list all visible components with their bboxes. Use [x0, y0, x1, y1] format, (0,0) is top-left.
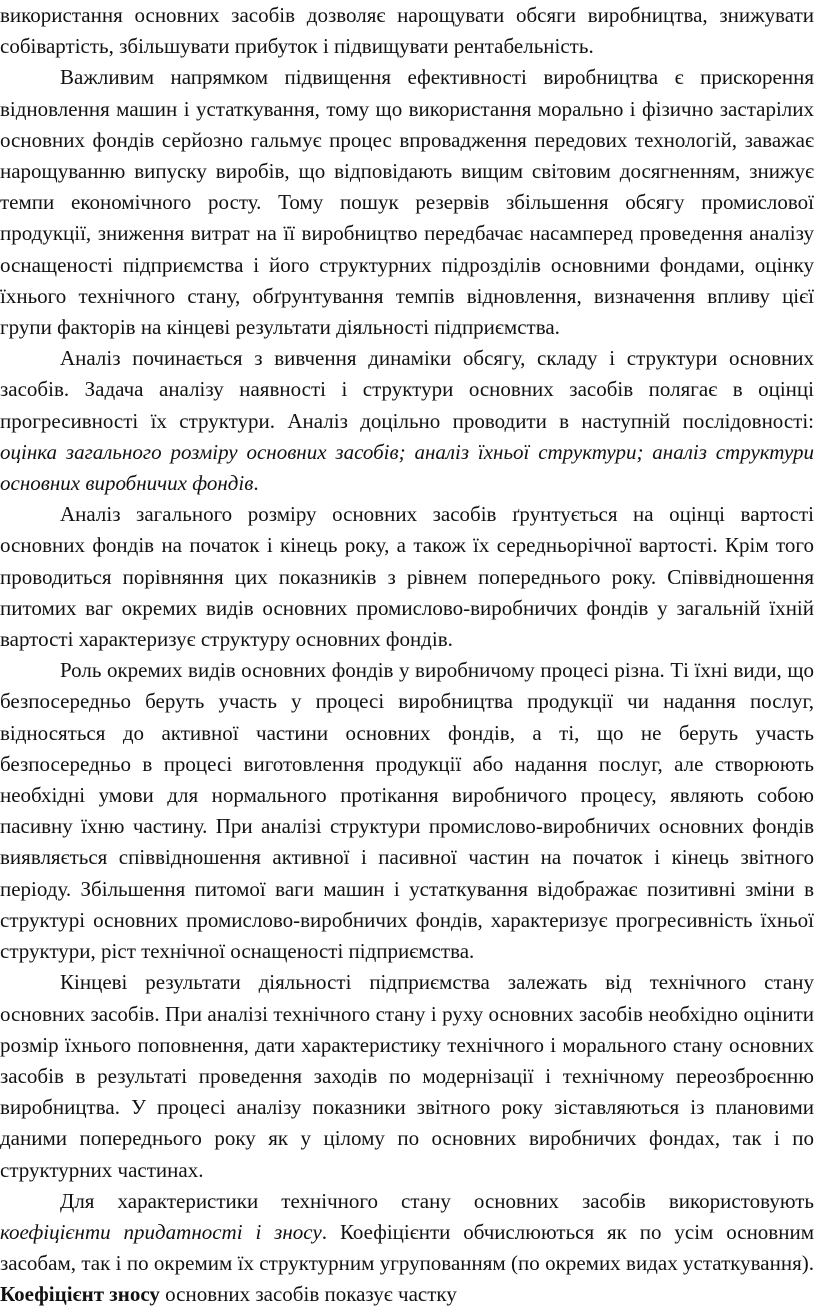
- text-run: .: [253, 471, 259, 496]
- text-run: Важливим напрямком підвищення ефективності виробництва є прискорення відновлення машин і устаткування, тому що використання морально і фізично застарілих основних фондів серйозно гальмує процес впровадження передових технологій, заважає нарощуванню випуску виробів, що відповідають вищим світовим досягненням, знижує темпи економічного росту. Тому пошук резервів збільшення обсягу промислової продукції, зниження витрат на її виробництво передбачає насамперед проведення аналізу оснащеності підприємства і його структурних підрозділів основними фондами, оцінку їхнього технічного стану, обґрунтування темпів відновлення, визначення впливу цієї групи факторів на кінцеві результати діяльності підприємства.: [0, 65, 814, 340]
- paragraph-4: [0, 655, 814, 967]
- bold-term: Коефіцієнт зносу: [0, 1282, 160, 1307]
- text-run: Кінцеві результати діяльності підприємства залежать від технічного стану основних засобів. При аналізі технічного стану і руху основних засобів необхідно оцінити розмір їхнього поповнення, дати характеристику технічного і морального стану основних засобів в результаті проведення заходів по модернізації і технічному переозброєнню виробництва. У процесі аналізу показники звітного року зіставляються із плановими даними попереднього року як у цілому по основних виробничих фондах, так і по структурних частинах.: [0, 970, 814, 1182]
- text-run: використання основних засобів дозволяє нарощувати обсяги виробництва, знижувати собівартість, збільшувати прибуток і підвищувати рентабельність.: [0, 3, 814, 59]
- paragraph-0: [0, 0, 814, 62]
- text-run: . Коефіцієнти обчислюються як по усім основним засобам, так і по окремим їх структурним угрупованням (по окремих видах устаткування).: [0, 1219, 814, 1276]
- text-run: Роль окремих видів основних фондів у виробничому процесі різна. Ті їхні види, що безпосередньо беруть участь у процесі виробництва продукції чи надання послуг, відносяться до активної частини основних фондів, а ті, що не беруть участь безпосередньо в процесі виготовлення продукції або надання послуг, але створюють необхідні умови для нормального протікання виробничого процесу, являють собою пасивну їхню частину. При аналізі структури промислово-виробничих основних фондів виявляється співвідношення активної і пасивної частин на початок і кінець звітного періоду. Збільшення питомої ваги машин і устаткування відображає позитивні зміни в структурі основних промислово-виробничих фондів, характеризує прогресивність їхньої структури, ріст технічної оснащеності підприємства.: [0, 658, 814, 964]
- italic-text-run: оцінка загального розміру основних засобів; аналіз їхньої структури; аналіз структури основних виробничих фондів: [0, 439, 814, 496]
- paragraph-5: [0, 967, 814, 1185]
- italic-text-run: коефіцієнти придатності і зносу: [0, 1219, 322, 1244]
- paragraph-6: [0, 1186, 814, 1311]
- paragraph-2: [0, 343, 814, 499]
- text-run: Аналіз загального розміру основних засобів ґрунтується на оцінці вартості основних фондів на початок і кінець року, а також їх середньорічної вартості. Крім того проводиться порівняння цих показників з рівнем попереднього року. Співвідношення питомих ваг окремих видів основних промислово-виробничих фондів у загальній їхній вартості характеризує структуру основних фондів.: [0, 502, 814, 652]
- text-run: Для характеристики технічного стану основних засобів використовують: [60, 1188, 814, 1213]
- text-run: основних засобів показує частку: [159, 1282, 457, 1307]
- paragraph-3: [0, 499, 814, 655]
- paragraph-1: [0, 62, 814, 343]
- text-run: Аналіз починається з вивчення динаміки обсягу, складу і структури основних засобів. Задача аналізу наявності і структури основних засобів полягає в оцінці прогресивності їх структури. Аналіз доцільно проводити в наступній послідовності:: [0, 346, 814, 433]
